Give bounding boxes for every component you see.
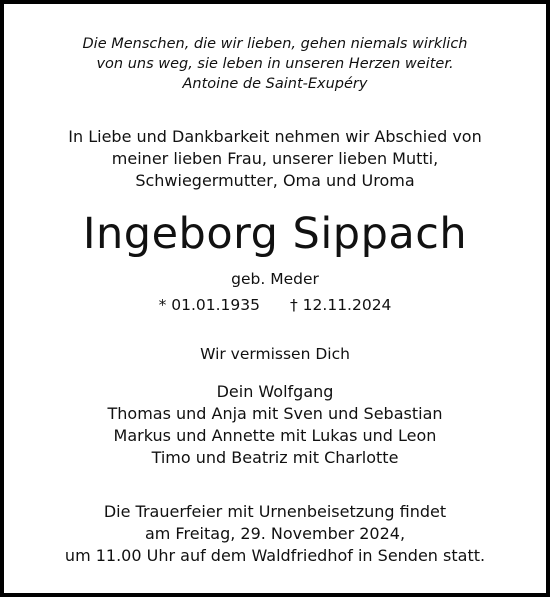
family-line-3: Markus und Annette mit Lukas und Leon (113, 426, 437, 445)
quote-line-2: von uns weg, sie leben in unseren Herzen weiter. (96, 56, 454, 72)
family-line-4: Timo und Beatriz mit Charlotte (151, 448, 399, 467)
ceremony-line-2: am Freitag, 29. November 2024, (144, 524, 406, 543)
ceremony-line-1: Die Trauerfeier mit Urnenbeisetzung findet (103, 502, 447, 521)
death-date: † 12.11.2024 (290, 296, 392, 314)
family-line-1: Dein Wolfgang (216, 382, 334, 401)
life-dates (4, 294, 546, 316)
quote-author: Antoine de Saint-Exupéry (182, 76, 368, 92)
quote-line-1: Die Menschen, die wir lieben, gehen niemals wirklich (82, 36, 468, 52)
ceremony-line-3: um 11.00 Uhr auf dem Waldfriedhof in Senden statt. (64, 546, 486, 565)
deceased-name: Ingeborg Sippach (82, 209, 468, 259)
maiden-name: geb. Meder (231, 270, 319, 288)
intro-line-1: In Liebe und Dankbarkeit nehmen wir Abschied von (68, 127, 482, 146)
birth-date: * 01.01.1935 (158, 296, 260, 314)
intro-line-2: meiner lieben Frau, unserer lieben Mutti, (111, 149, 439, 168)
intro-line-3: Schwiegermutter, Oma und Uroma (135, 171, 415, 190)
miss-you-message: Wir vermissen Dich (200, 345, 350, 363)
family-line-2: Thomas und Anja mit Sven und Sebastian (107, 404, 443, 423)
